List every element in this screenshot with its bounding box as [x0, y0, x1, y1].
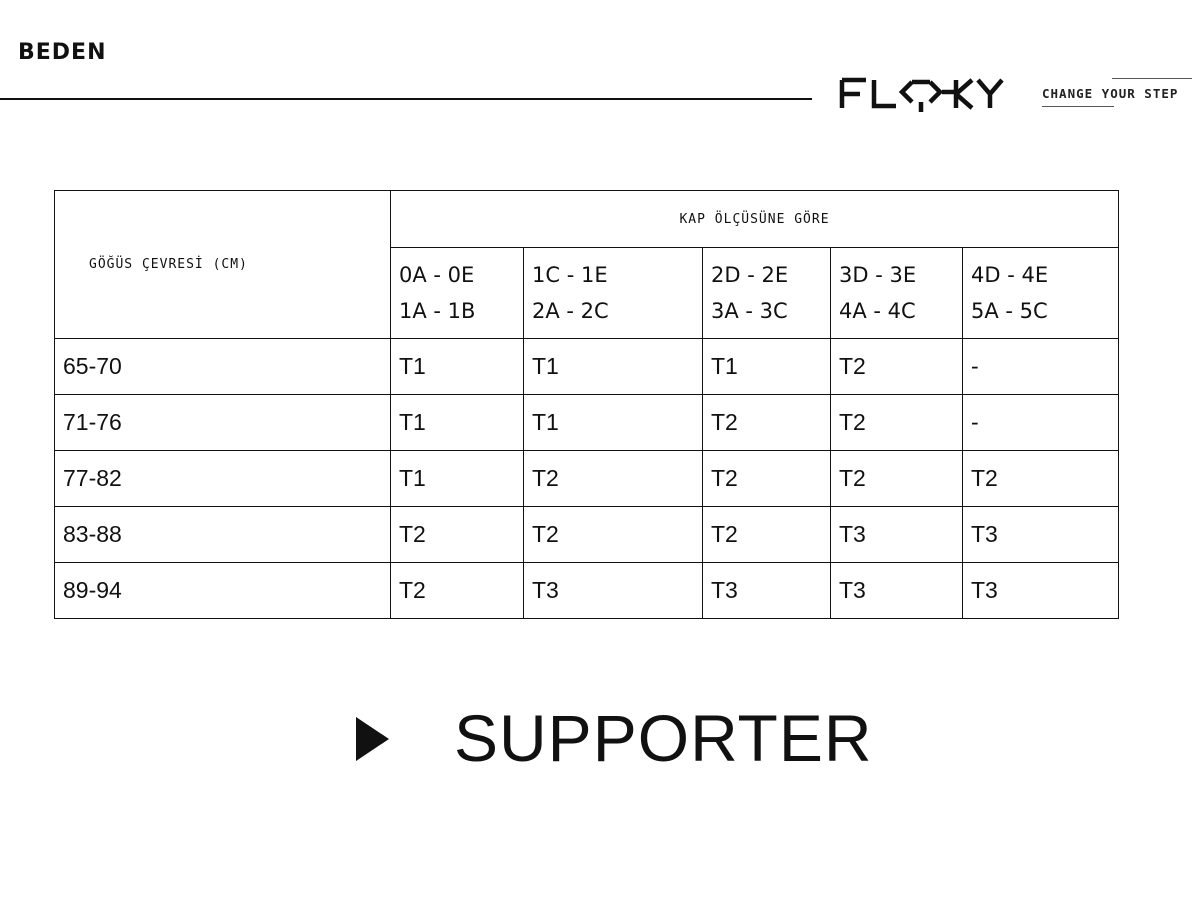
chest-cell: 89-94 — [55, 563, 391, 619]
cup-range-line: 4D - 4E — [971, 263, 1049, 287]
size-cell: T1 — [391, 451, 524, 507]
cup-range-line: 3A - 3C — [711, 299, 788, 323]
size-cell: T2 — [703, 395, 831, 451]
tagline-block — [1042, 78, 1192, 108]
cup-size-group-header: KAP ÖLÇÜSÜNE GÖRE — [391, 191, 1119, 248]
cup-range-header — [831, 248, 963, 339]
chest-cell: 83-88 — [55, 507, 391, 563]
product-heading — [356, 700, 916, 780]
cup-range-line: 1C - 1E — [532, 263, 608, 287]
size-chart-table — [54, 190, 1119, 619]
size-cell: - — [963, 339, 1119, 395]
cup-range-line: 2D - 2E — [711, 263, 789, 287]
table-row — [55, 507, 1119, 563]
chest-cell: 65-70 — [55, 339, 391, 395]
size-cell: T1 — [391, 395, 524, 451]
size-cell: T1 — [703, 339, 831, 395]
size-cell: T3 — [963, 563, 1119, 619]
size-cell: T3 — [831, 507, 963, 563]
size-cell: T1 — [391, 339, 524, 395]
size-cell: T2 — [524, 451, 703, 507]
size-cell: T2 — [524, 507, 703, 563]
cup-range-header — [391, 248, 524, 339]
size-cell: T2 — [831, 339, 963, 395]
cup-range-header — [703, 248, 831, 339]
table-row — [55, 563, 1119, 619]
tagline: CHANGE YOUR STEP — [1042, 86, 1179, 101]
size-cell: T3 — [831, 563, 963, 619]
product-label: SUPPORTER — [454, 701, 873, 775]
size-cell: T2 — [391, 563, 524, 619]
tagline-rule-bottom — [1042, 106, 1114, 107]
page-title: BEDEN — [18, 40, 107, 65]
chest-size-header: GÖĞÜS ÇEVRESİ (CM) — [55, 191, 391, 339]
table-row — [55, 451, 1119, 507]
size-cell: T2 — [703, 451, 831, 507]
chest-cell: 71-76 — [55, 395, 391, 451]
cup-range-line: 3D - 3E — [839, 263, 917, 287]
size-cell: T3 — [963, 507, 1119, 563]
cup-range-line: 2A - 2C — [532, 299, 609, 323]
size-cell: - — [963, 395, 1119, 451]
chest-cell: 77-82 — [55, 451, 391, 507]
size-cell: T2 — [391, 507, 524, 563]
size-cell: T3 — [524, 563, 703, 619]
header-divider — [0, 98, 812, 100]
play-triangle-icon — [356, 717, 389, 761]
cup-range-line: 5A - 5C — [971, 299, 1048, 323]
tagline-rule-top — [1112, 78, 1192, 79]
cup-range-line: 1A - 1B — [399, 299, 476, 323]
size-cell: T2 — [831, 451, 963, 507]
table-row — [55, 395, 1119, 451]
size-cell: T2 — [703, 507, 831, 563]
table-row — [55, 339, 1119, 395]
size-cell: T1 — [524, 395, 703, 451]
size-cell: T2 — [831, 395, 963, 451]
size-cell: T1 — [524, 339, 703, 395]
cup-range-line: 4A - 4C — [839, 299, 916, 323]
cup-range-header — [524, 248, 703, 339]
cup-range-header — [963, 248, 1119, 339]
brand-logo — [838, 72, 1028, 116]
cup-range-line: 0A - 0E — [399, 263, 475, 287]
size-cell: T3 — [703, 563, 831, 619]
size-cell: T2 — [963, 451, 1119, 507]
